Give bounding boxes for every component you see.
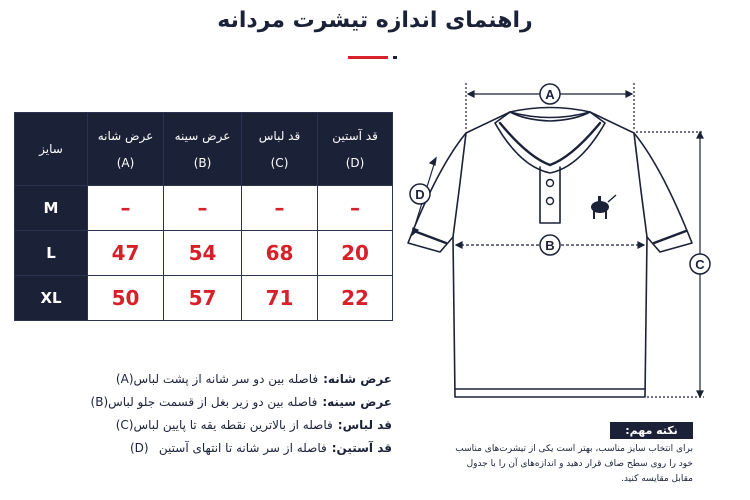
label-B [540,235,560,255]
value-cell: 50 [88,276,164,321]
svg-text:C: C [695,257,705,272]
polo-shirt-diagram [400,75,730,405]
legend-item [90,391,392,414]
legend-desc: فاصله از سر شانه تا انتهای آستین [158,441,327,455]
note-text: برای انتخاب سایز مناسب، بهتر است یکی از تیشرت‌های مناسب خود را روی سطح صاف قرار دهید و اندازه‌های آن را با جدول مقابل مقایسه کنید. [455,444,693,484]
legend-desc: فاصله بین دو زیر بغل از قسمت جلو لباس [108,395,318,409]
legend-term: قد لباس: [337,418,392,432]
header-length: قد لباس (C) [242,113,318,186]
placket [540,167,560,223]
legend-item [115,414,392,437]
table-row [15,186,393,231]
button-icon [547,198,554,205]
table-row [15,231,393,276]
header-chest-width: عرض سینه (B) [164,113,242,186]
table-row [15,276,393,321]
page-title: راهنمای اندازه تیشرت مردانه [217,8,533,33]
value-cell: 71 [242,276,318,321]
legend-letter: (D) [130,441,149,455]
value-cell: – [88,186,164,231]
header-size: سایز [15,113,88,186]
legend-item [130,437,392,460]
value-cell: – [164,186,242,231]
legend-term: قد آستین: [331,441,392,455]
legend-letter: (C) [115,418,134,432]
svg-text:B: B [545,238,555,253]
label-A [540,84,560,104]
value-cell: 57 [164,276,242,321]
legend-item [115,368,392,391]
legend-desc: فاصله از بالاترین نقطه یقه تا پایین لباس [133,418,333,432]
size-cell: L [15,231,88,276]
title-underline-dot [393,56,397,59]
value-cell: – [318,186,393,231]
size-cell: M [15,186,88,231]
label-C [690,254,710,274]
size-cell: XL [15,276,88,321]
legend-letter: (B) [90,395,109,409]
label-D [410,184,430,204]
legend-term: عرض شانه: [323,372,392,386]
value-cell: 54 [164,231,242,276]
title-underline [348,56,388,59]
header-shoulder-width: عرض شانه (A) [88,113,164,186]
polo-logo-icon [591,195,616,219]
legend-term: عرض سینه: [322,395,392,409]
value-cell: 68 [242,231,318,276]
button-icon [547,180,554,187]
value-cell: 22 [318,276,393,321]
size-table [14,112,393,321]
header-sleeve-length: قد آستین (D) [318,113,393,186]
svg-text:D: D [415,187,425,202]
value-cell: 47 [88,231,164,276]
legend-desc: فاصله بین دو سر شانه از پشت لباس [133,372,319,386]
value-cell: 20 [318,231,393,276]
legend-letter: (A) [115,372,134,386]
note-title: نکته مهم: [610,422,693,439]
value-cell: – [242,186,318,231]
svg-text:A: A [545,87,555,102]
table-header-row [15,113,393,186]
measurement-legend [90,368,392,460]
